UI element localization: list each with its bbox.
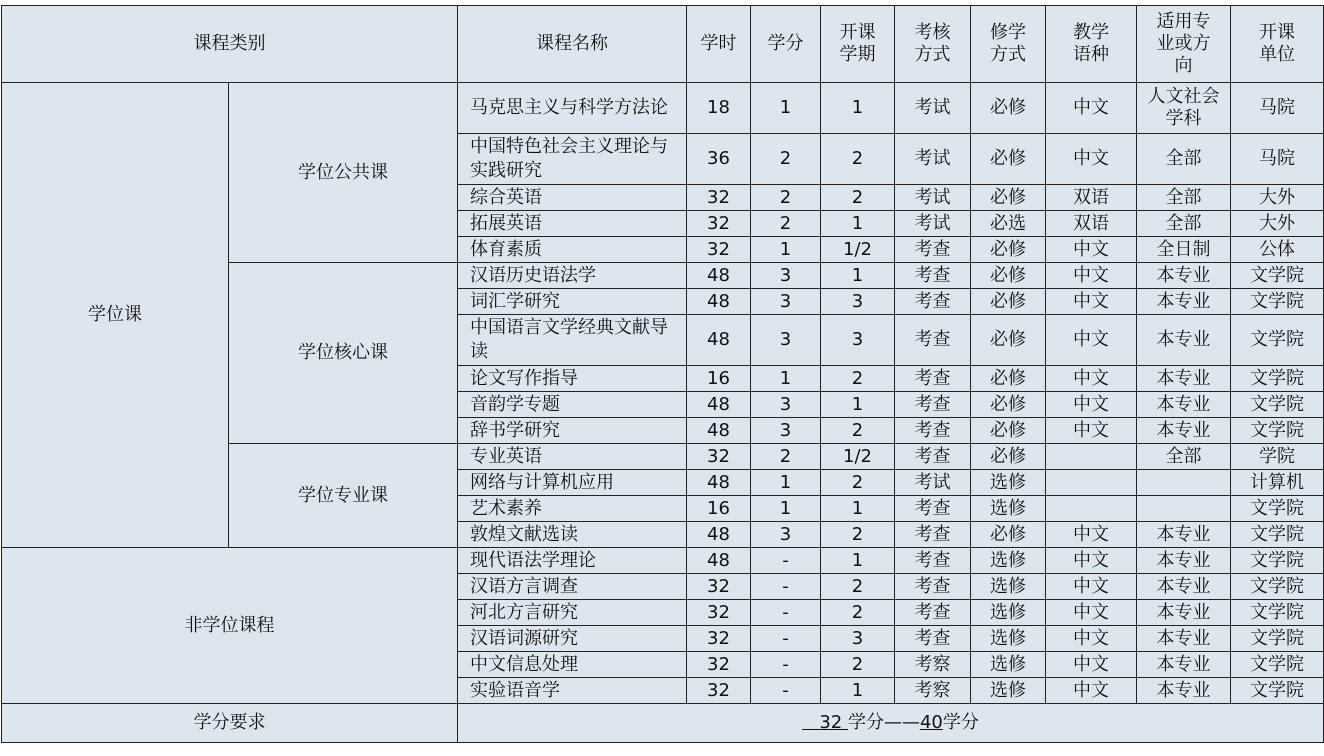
course-credits: 3 bbox=[751, 418, 821, 444]
course-exam: 考查 bbox=[895, 496, 971, 522]
header-credits: 学分 bbox=[751, 6, 821, 83]
course-major: 本专业 bbox=[1137, 263, 1231, 289]
course-major: 本专业 bbox=[1137, 315, 1231, 366]
course-hours: 32 bbox=[687, 185, 751, 211]
curriculum-table bbox=[1, 5, 1324, 743]
course-study: 必修 bbox=[971, 237, 1046, 263]
course-name: 中国特色社会主义理论与实践研究 bbox=[458, 134, 687, 185]
course-major: 人文社会学科 bbox=[1137, 83, 1231, 134]
course-major: 本专业 bbox=[1137, 418, 1231, 444]
course-major: 本专业 bbox=[1137, 574, 1231, 600]
course-credits: - bbox=[751, 678, 821, 704]
course-exam: 考查 bbox=[895, 444, 971, 470]
header-exam: 考核 方式 bbox=[895, 6, 971, 83]
course-unit: 文学院 bbox=[1231, 418, 1324, 444]
course-lang: 中文 bbox=[1046, 237, 1137, 263]
course-lang: 中文 bbox=[1046, 263, 1137, 289]
course-term: 3 bbox=[821, 315, 895, 366]
table-row bbox=[2, 83, 1324, 134]
group-professional: 学位专业课 bbox=[229, 444, 458, 548]
course-hours: 32 bbox=[687, 444, 751, 470]
course-unit: 文学院 bbox=[1231, 289, 1324, 315]
course-name: 汉语词源研究 bbox=[458, 626, 687, 652]
header-unit: 开课 单位 bbox=[1231, 6, 1324, 83]
course-name: 音韵学专题 bbox=[458, 392, 687, 418]
course-name: 词汇学研究 bbox=[458, 289, 687, 315]
course-hours: 48 bbox=[687, 548, 751, 574]
course-unit: 计算机 bbox=[1231, 470, 1324, 496]
credit-unit-2: 学分 bbox=[942, 712, 979, 733]
course-study: 选修 bbox=[971, 574, 1046, 600]
course-name: 河北方言研究 bbox=[458, 600, 687, 626]
course-hours: 48 bbox=[687, 263, 751, 289]
course-term: 2 bbox=[821, 418, 895, 444]
course-unit: 大外 bbox=[1231, 211, 1324, 237]
course-unit: 文学院 bbox=[1231, 263, 1324, 289]
course-exam: 考查 bbox=[895, 315, 971, 366]
course-exam: 考查 bbox=[895, 600, 971, 626]
course-credits: 1 bbox=[751, 496, 821, 522]
course-major: 本专业 bbox=[1137, 392, 1231, 418]
course-lang: 中文 bbox=[1046, 626, 1137, 652]
course-unit: 文学院 bbox=[1231, 574, 1324, 600]
course-unit: 马院 bbox=[1231, 83, 1324, 134]
course-lang: 中文 bbox=[1046, 522, 1137, 548]
course-major bbox=[1137, 470, 1231, 496]
course-exam: 考查 bbox=[895, 522, 971, 548]
header-term: 开课 学期 bbox=[821, 6, 895, 83]
course-unit: 文学院 bbox=[1231, 392, 1324, 418]
course-hours: 32 bbox=[687, 600, 751, 626]
course-hours: 36 bbox=[687, 134, 751, 185]
course-term: 1 bbox=[821, 496, 895, 522]
course-major: 本专业 bbox=[1137, 289, 1231, 315]
course-study: 选修 bbox=[971, 548, 1046, 574]
header-category: 课程类别 bbox=[2, 6, 458, 83]
course-lang bbox=[1046, 496, 1137, 522]
course-exam: 考查 bbox=[895, 392, 971, 418]
course-lang: 中文 bbox=[1046, 366, 1137, 392]
course-term: 3 bbox=[821, 289, 895, 315]
course-term: 2 bbox=[821, 574, 895, 600]
course-term: 1 bbox=[821, 548, 895, 574]
course-name: 现代语法学理论 bbox=[458, 548, 687, 574]
course-name: 辞书学研究 bbox=[458, 418, 687, 444]
course-hours: 48 bbox=[687, 289, 751, 315]
course-hours: 16 bbox=[687, 496, 751, 522]
course-unit: 学院 bbox=[1231, 444, 1324, 470]
course-name: 马克思主义与科学方法论 bbox=[458, 83, 687, 134]
course-major: 本专业 bbox=[1137, 652, 1231, 678]
course-study: 必修 bbox=[971, 134, 1046, 185]
table-row bbox=[2, 548, 1324, 574]
max-credits bbox=[920, 712, 943, 733]
course-hours: 32 bbox=[687, 574, 751, 600]
course-term: 2 bbox=[821, 366, 895, 392]
course-credits: - bbox=[751, 548, 821, 574]
course-major: 全部 bbox=[1137, 185, 1231, 211]
course-name: 中国语言文学经典文献导读 bbox=[458, 315, 687, 366]
course-name: 拓展英语 bbox=[458, 211, 687, 237]
course-credits: 3 bbox=[751, 263, 821, 289]
course-hours: 48 bbox=[687, 418, 751, 444]
min-credits bbox=[802, 712, 848, 733]
course-study: 必修 bbox=[971, 366, 1046, 392]
course-study: 必选 bbox=[971, 211, 1046, 237]
course-exam: 考查 bbox=[895, 263, 971, 289]
course-study: 选修 bbox=[971, 600, 1046, 626]
course-credits: 3 bbox=[751, 392, 821, 418]
course-study: 必修 bbox=[971, 315, 1046, 366]
course-hours: 32 bbox=[687, 626, 751, 652]
header-name: 课程名称 bbox=[458, 6, 687, 83]
course-study: 选修 bbox=[971, 496, 1046, 522]
course-exam: 考察 bbox=[895, 652, 971, 678]
credit-requirement-label: 学分要求 bbox=[2, 704, 458, 743]
course-name: 体育素质 bbox=[458, 237, 687, 263]
course-study: 选修 bbox=[971, 678, 1046, 704]
course-exam: 考察 bbox=[895, 678, 971, 704]
course-unit: 文学院 bbox=[1231, 522, 1324, 548]
course-term: 1/2 bbox=[821, 237, 895, 263]
course-credits: 3 bbox=[751, 522, 821, 548]
course-hours: 18 bbox=[687, 83, 751, 134]
course-hours: 32 bbox=[687, 652, 751, 678]
course-name: 敦煌文献选读 bbox=[458, 522, 687, 548]
course-major: 全日制 bbox=[1137, 237, 1231, 263]
course-credits: 1 bbox=[751, 470, 821, 496]
course-exam: 考查 bbox=[895, 237, 971, 263]
course-term: 1 bbox=[821, 211, 895, 237]
course-unit: 文学院 bbox=[1231, 366, 1324, 392]
course-unit: 文学院 bbox=[1231, 652, 1324, 678]
course-name: 艺术素养 bbox=[458, 496, 687, 522]
course-lang bbox=[1046, 470, 1137, 496]
course-lang: 中文 bbox=[1046, 83, 1137, 134]
course-hours: 32 bbox=[687, 237, 751, 263]
course-study: 选修 bbox=[971, 626, 1046, 652]
course-term: 2 bbox=[821, 470, 895, 496]
course-credits: 2 bbox=[751, 134, 821, 185]
course-exam: 考试 bbox=[895, 83, 971, 134]
course-credits: - bbox=[751, 574, 821, 600]
course-major: 全部 bbox=[1137, 134, 1231, 185]
course-credits: 3 bbox=[751, 289, 821, 315]
course-major: 本专业 bbox=[1137, 626, 1231, 652]
course-lang: 中文 bbox=[1046, 548, 1137, 574]
course-unit: 文学院 bbox=[1231, 496, 1324, 522]
course-hours: 32 bbox=[687, 211, 751, 237]
course-unit: 马院 bbox=[1231, 134, 1324, 185]
course-major: 全部 bbox=[1137, 444, 1231, 470]
course-name: 网络与计算机应用 bbox=[458, 470, 687, 496]
course-credits: 2 bbox=[751, 444, 821, 470]
course-term: 1/2 bbox=[821, 444, 895, 470]
course-term: 1 bbox=[821, 392, 895, 418]
course-major: 本专业 bbox=[1137, 678, 1231, 704]
credit-requirement-value bbox=[458, 704, 1324, 743]
course-lang: 中文 bbox=[1046, 652, 1137, 678]
course-name: 汉语历史语法学 bbox=[458, 263, 687, 289]
course-term: 2 bbox=[821, 185, 895, 211]
course-exam: 考试 bbox=[895, 211, 971, 237]
course-term: 3 bbox=[821, 626, 895, 652]
course-lang bbox=[1046, 444, 1137, 470]
course-hours: 48 bbox=[687, 392, 751, 418]
course-study: 必修 bbox=[971, 522, 1046, 548]
course-exam: 考试 bbox=[895, 185, 971, 211]
group-public: 学位公共课 bbox=[229, 83, 458, 263]
course-study: 必修 bbox=[971, 392, 1046, 418]
course-study: 必修 bbox=[971, 418, 1046, 444]
course-name: 综合英语 bbox=[458, 185, 687, 211]
course-major: 全部 bbox=[1137, 211, 1231, 237]
course-major: 本专业 bbox=[1137, 522, 1231, 548]
header-lang: 教学 语种 bbox=[1046, 6, 1137, 83]
course-name: 实验语音学 bbox=[458, 678, 687, 704]
min-credits-value: 32 bbox=[819, 712, 843, 733]
course-hours: 16 bbox=[687, 366, 751, 392]
course-hours: 32 bbox=[687, 678, 751, 704]
group-core: 学位核心课 bbox=[229, 263, 458, 444]
course-credits: 1 bbox=[751, 366, 821, 392]
course-major: 本专业 bbox=[1137, 366, 1231, 392]
group-degree: 学位课 bbox=[2, 83, 229, 548]
course-lang: 中文 bbox=[1046, 134, 1137, 185]
course-term: 1 bbox=[821, 83, 895, 134]
course-unit: 大外 bbox=[1231, 185, 1324, 211]
course-lang: 双语 bbox=[1046, 211, 1137, 237]
course-unit: 文学院 bbox=[1231, 626, 1324, 652]
credit-unit-1: 学分—— bbox=[847, 712, 920, 733]
header-hours: 学时 bbox=[687, 6, 751, 83]
course-lang: 双语 bbox=[1046, 185, 1137, 211]
footer-row bbox=[2, 704, 1324, 743]
course-hours: 48 bbox=[687, 470, 751, 496]
course-lang: 中文 bbox=[1046, 289, 1137, 315]
course-name: 论文写作指导 bbox=[458, 366, 687, 392]
course-major bbox=[1137, 496, 1231, 522]
course-lang: 中文 bbox=[1046, 418, 1137, 444]
course-name: 专业英语 bbox=[458, 444, 687, 470]
course-credits: - bbox=[751, 652, 821, 678]
course-hours: 48 bbox=[687, 315, 751, 366]
course-credits: 2 bbox=[751, 211, 821, 237]
header-major: 适用专 业或方 向 bbox=[1137, 6, 1231, 83]
header-study: 修学 方式 bbox=[971, 6, 1046, 83]
course-lang: 中文 bbox=[1046, 315, 1137, 366]
course-exam: 考查 bbox=[895, 548, 971, 574]
course-exam: 考查 bbox=[895, 366, 971, 392]
course-study: 必修 bbox=[971, 263, 1046, 289]
course-credits: 1 bbox=[751, 237, 821, 263]
course-term: 1 bbox=[821, 263, 895, 289]
group-nondegree: 非学位课程 bbox=[2, 548, 458, 704]
course-credits: 1 bbox=[751, 83, 821, 134]
course-term: 2 bbox=[821, 652, 895, 678]
course-term: 1 bbox=[821, 678, 895, 704]
course-unit: 公体 bbox=[1231, 237, 1324, 263]
course-study: 必修 bbox=[971, 444, 1046, 470]
course-credits: 2 bbox=[751, 185, 821, 211]
course-lang: 中文 bbox=[1046, 600, 1137, 626]
course-term: 2 bbox=[821, 134, 895, 185]
course-lang: 中文 bbox=[1046, 678, 1137, 704]
course-term: 2 bbox=[821, 600, 895, 626]
course-exam: 考查 bbox=[895, 626, 971, 652]
course-major: 本专业 bbox=[1137, 548, 1231, 574]
course-exam: 考试 bbox=[895, 470, 971, 496]
course-exam: 考查 bbox=[895, 289, 971, 315]
course-unit: 文学院 bbox=[1231, 548, 1324, 574]
course-unit: 文学院 bbox=[1231, 600, 1324, 626]
course-exam: 考试 bbox=[895, 134, 971, 185]
course-unit: 文学院 bbox=[1231, 315, 1324, 366]
course-study: 必修 bbox=[971, 289, 1046, 315]
course-name: 中文信息处理 bbox=[458, 652, 687, 678]
course-name: 汉语方言调查 bbox=[458, 574, 687, 600]
course-study: 选修 bbox=[971, 652, 1046, 678]
course-credits: 3 bbox=[751, 315, 821, 366]
course-credits: - bbox=[751, 600, 821, 626]
course-exam: 考查 bbox=[895, 574, 971, 600]
course-major: 本专业 bbox=[1137, 600, 1231, 626]
course-exam: 考查 bbox=[895, 418, 971, 444]
course-unit: 文学院 bbox=[1231, 678, 1324, 704]
header-row bbox=[2, 6, 1324, 83]
course-term: 2 bbox=[821, 522, 895, 548]
course-study: 选修 bbox=[971, 470, 1046, 496]
course-study: 必修 bbox=[971, 185, 1046, 211]
course-lang: 中文 bbox=[1046, 392, 1137, 418]
course-lang: 中文 bbox=[1046, 574, 1137, 600]
course-hours: 48 bbox=[687, 522, 751, 548]
course-study: 必修 bbox=[971, 83, 1046, 134]
max-credits-value: 40 bbox=[919, 712, 943, 733]
course-credits: - bbox=[751, 626, 821, 652]
